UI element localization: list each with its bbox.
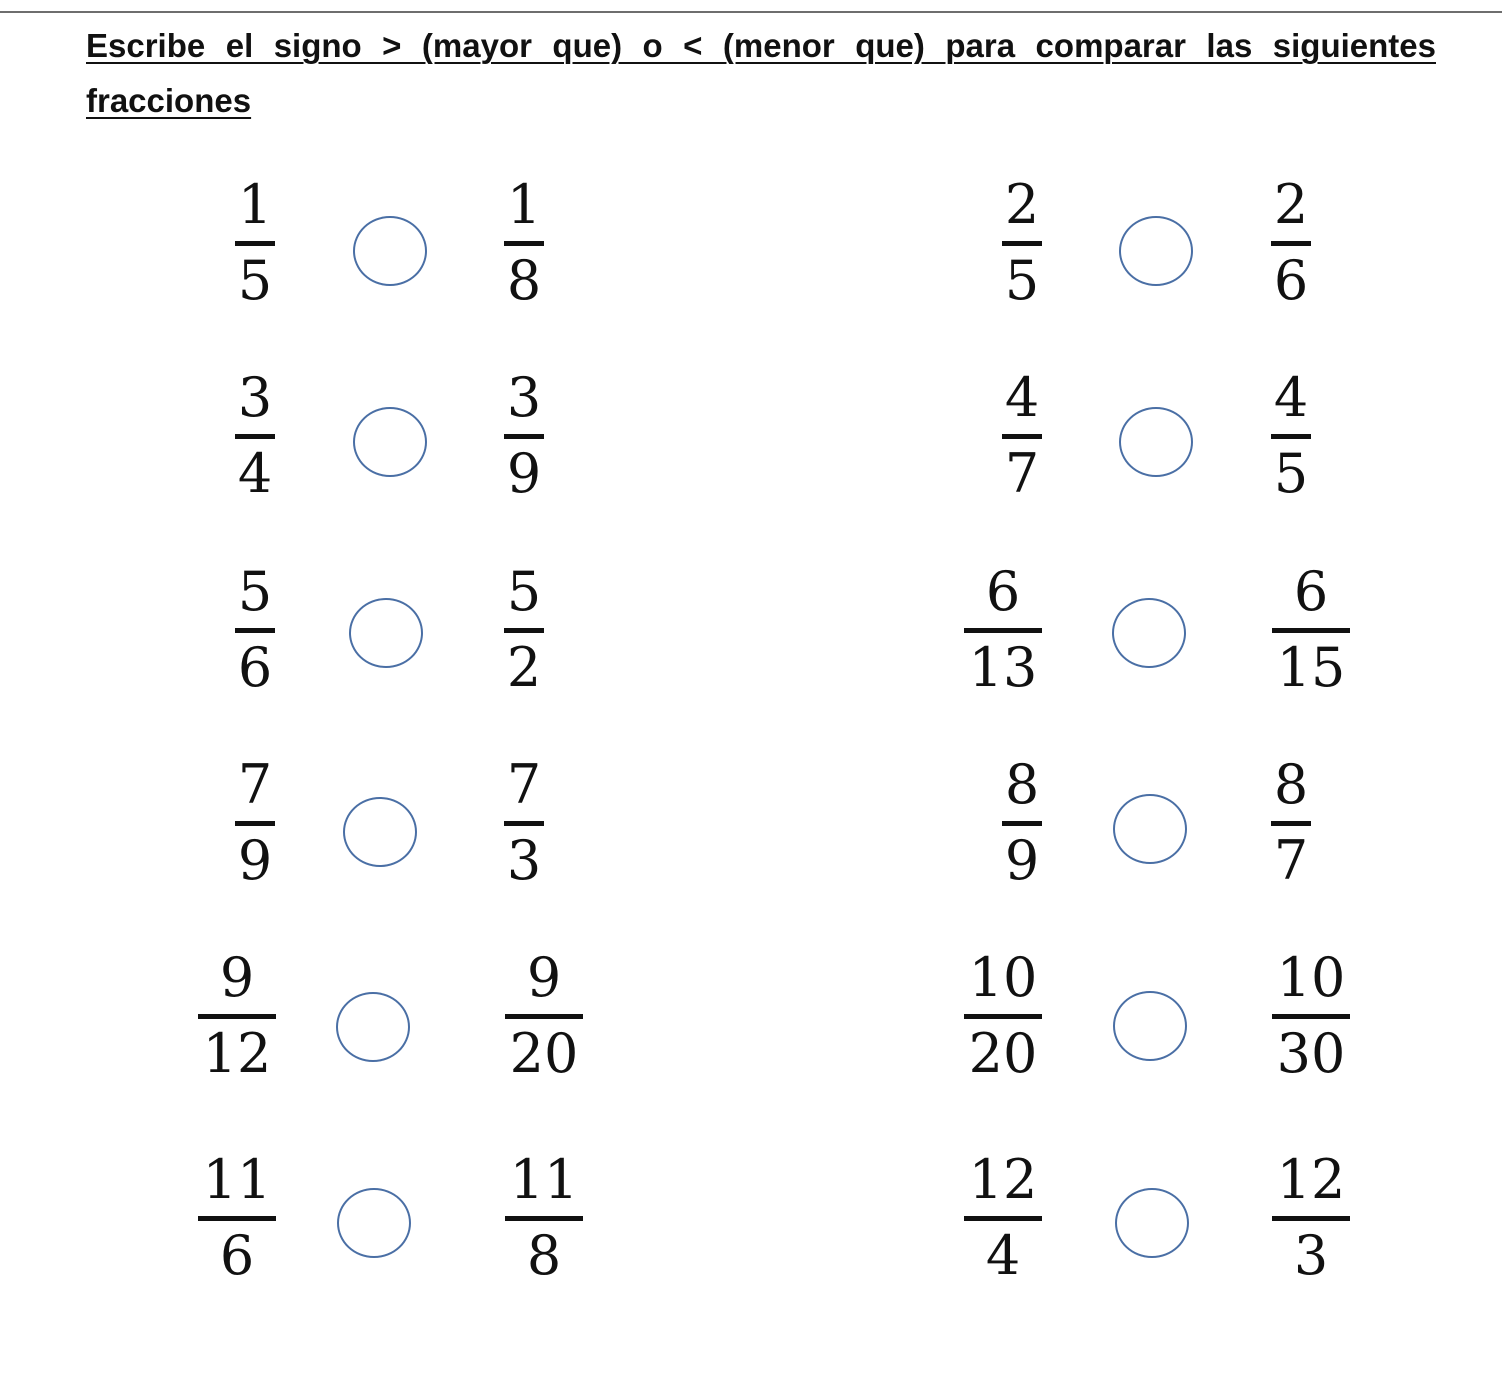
denominator: 6 <box>219 1224 255 1287</box>
numerator: 7 <box>506 753 542 816</box>
denominator: 2 <box>506 636 542 699</box>
fraction-left <box>167 943 307 1093</box>
numerator: 7 <box>237 753 273 816</box>
fraction-left <box>167 1145 307 1295</box>
numerator: 12 <box>968 1148 1038 1211</box>
answer-circle[interactable] <box>353 216 427 286</box>
numerator: 5 <box>506 560 542 623</box>
denominator: 8 <box>506 249 542 312</box>
numerator: 3 <box>237 366 273 429</box>
fraction-left <box>185 750 325 900</box>
numerator: 11 <box>509 1148 579 1211</box>
denominator: 7 <box>1004 442 1040 505</box>
fraction-right <box>454 750 594 900</box>
denominator: 6 <box>237 636 273 699</box>
denominator: 9 <box>237 829 273 892</box>
answer-circle[interactable] <box>337 1188 411 1258</box>
denominator: 20 <box>968 1022 1038 1085</box>
fraction-left <box>185 170 325 320</box>
numerator: 10 <box>1276 946 1346 1009</box>
numerator: 8 <box>1273 753 1309 816</box>
fraction-right <box>1241 943 1381 1093</box>
denominator: 30 <box>1276 1022 1346 1085</box>
numerator: 1 <box>237 173 273 236</box>
denominator: 12 <box>202 1022 272 1085</box>
numerator: 2 <box>1273 173 1309 236</box>
answer-circle[interactable] <box>1113 794 1187 864</box>
denominator: 20 <box>509 1022 579 1085</box>
fraction-left <box>185 363 325 513</box>
answer-circle[interactable] <box>1113 991 1187 1061</box>
fraction-right <box>474 943 614 1093</box>
answer-circle[interactable] <box>353 407 427 477</box>
fraction-right <box>1221 750 1361 900</box>
fraction-right <box>1221 170 1361 320</box>
fraction-left <box>933 943 1073 1093</box>
top-border <box>0 0 1502 13</box>
denominator: 5 <box>237 249 273 312</box>
denominator: 3 <box>506 829 542 892</box>
fraction-left <box>933 557 1073 707</box>
answer-circle[interactable] <box>336 992 410 1062</box>
denominator: 9 <box>1004 829 1040 892</box>
denominator: 8 <box>526 1224 562 1287</box>
answer-circle[interactable] <box>1112 598 1186 668</box>
fraction-left <box>185 557 325 707</box>
denominator: 5 <box>1273 442 1309 505</box>
fraction-right <box>1241 557 1381 707</box>
fraction-left <box>952 750 1092 900</box>
answer-circle[interactable] <box>343 797 417 867</box>
fraction-right <box>454 557 594 707</box>
fraction-left <box>952 170 1092 320</box>
numerator: 1 <box>506 173 542 236</box>
denominator: 4 <box>237 442 273 505</box>
numerator: 9 <box>526 946 562 1009</box>
denominator: 6 <box>1273 249 1309 312</box>
fraction-right <box>474 1145 614 1295</box>
fraction-left <box>952 363 1092 513</box>
answer-circle[interactable] <box>1119 216 1193 286</box>
numerator: 11 <box>202 1148 272 1211</box>
fraction-right <box>1221 363 1361 513</box>
numerator: 4 <box>1273 366 1309 429</box>
fraction-right <box>454 170 594 320</box>
denominator: 9 <box>506 442 542 505</box>
numerator: 9 <box>219 946 255 1009</box>
answer-circle[interactable] <box>349 598 423 668</box>
denominator: 5 <box>1004 249 1040 312</box>
numerator: 2 <box>1004 173 1040 236</box>
numerator: 10 <box>968 946 1038 1009</box>
fraction-right <box>454 363 594 513</box>
numerator: 5 <box>237 560 273 623</box>
numerator: 8 <box>1004 753 1040 816</box>
numerator: 12 <box>1276 1148 1346 1211</box>
numerator: 6 <box>985 560 1021 623</box>
instructions-heading: Escribe el signo > (mayor que) o < (menor que) para comparar las siguientes fracciones <box>86 27 1436 119</box>
fraction-right <box>1241 1145 1381 1295</box>
answer-circle[interactable] <box>1119 407 1193 477</box>
fraction-left <box>933 1145 1073 1295</box>
denominator: 4 <box>985 1224 1021 1287</box>
denominator: 7 <box>1273 829 1309 892</box>
numerator: 3 <box>506 366 542 429</box>
denominator: 15 <box>1276 636 1346 699</box>
denominator: 13 <box>968 636 1038 699</box>
numerator: 6 <box>1293 560 1329 623</box>
denominator: 3 <box>1293 1224 1329 1287</box>
numerator: 4 <box>1004 366 1040 429</box>
answer-circle[interactable] <box>1115 1188 1189 1258</box>
